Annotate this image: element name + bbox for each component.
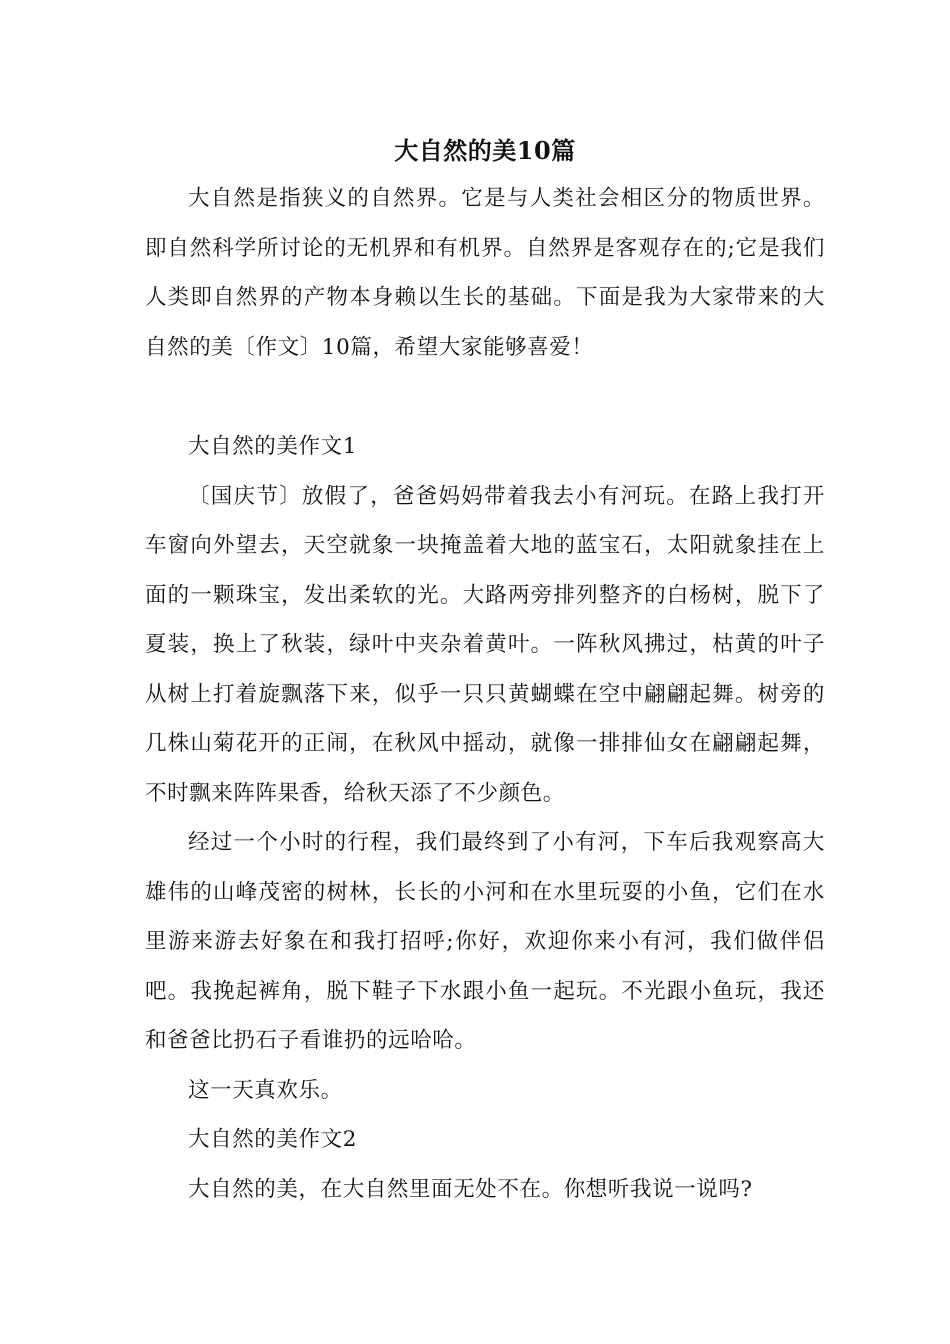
section-1-paragraph-2: 经过一个小时的行程，我们最终到了小有河，下车后我观察高大雄伟的山峰茂密的树林，长长的小河和在水里玩耍的小鱼，它们在水里游来游去好象在和我打招呼;你好，欢迎你来小有河，我们做伴侣吧。我挽起裤角，脱下鞋子下水跟小鱼一起玩。不光跟小鱼玩，我还和爸爸比扔石子看谁扔的远哈哈。 <box>145 830 825 1053</box>
section-2-paragraph-1: 大自然的美，在大自然里面无处不在。你想听我说一说吗? <box>188 1176 753 1202</box>
document-page <box>145 128 825 1214</box>
section-spacer <box>145 372 825 422</box>
section-1-paragraph-3: 这一天真欢乐。 <box>188 1077 343 1103</box>
document-title: 大自然的美10篇 <box>394 136 576 165</box>
intro-paragraph: 大自然是指狭义的自然界。它是与人类社会相区分的物质世界。即自然科学所讨论的无机界和有机界。自然界是客观存在的;它是我们人类即自然界的产物本身赖以生长的基础。下面是我为大家带来的大自然的美〔作文〕10篇，希望大家能够喜爱！ <box>145 186 825 360</box>
section-heading-1: 大自然的美作文1 <box>188 434 357 459</box>
section-1-paragraph-1: 〔国庆节〕放假了，爸爸妈妈带着我去小有河玩。在路上我打开车窗向外望去，天空就象一块掩盖着大地的蓝宝石，太阳就象挂在上面的一颗珠宝，发出柔软的光。大路两旁排列整齐的白杨树，脱下了夏装，换上了秋装，绿叶中夹杂着黄叶。一阵秋风拂过，枯黄的叶子从树上打着旋飘落下来，似乎一只只黄蝴蝶在空中翩翩起舞。树旁的几株山菊花开的正闹，在秋风中摇动，就像一排排仙女在翩翩起舞，不时飘来阵阵果香，给秋天添了不少颜色。 <box>145 483 825 806</box>
section-heading-2: 大自然的美作文2 <box>188 1127 357 1152</box>
